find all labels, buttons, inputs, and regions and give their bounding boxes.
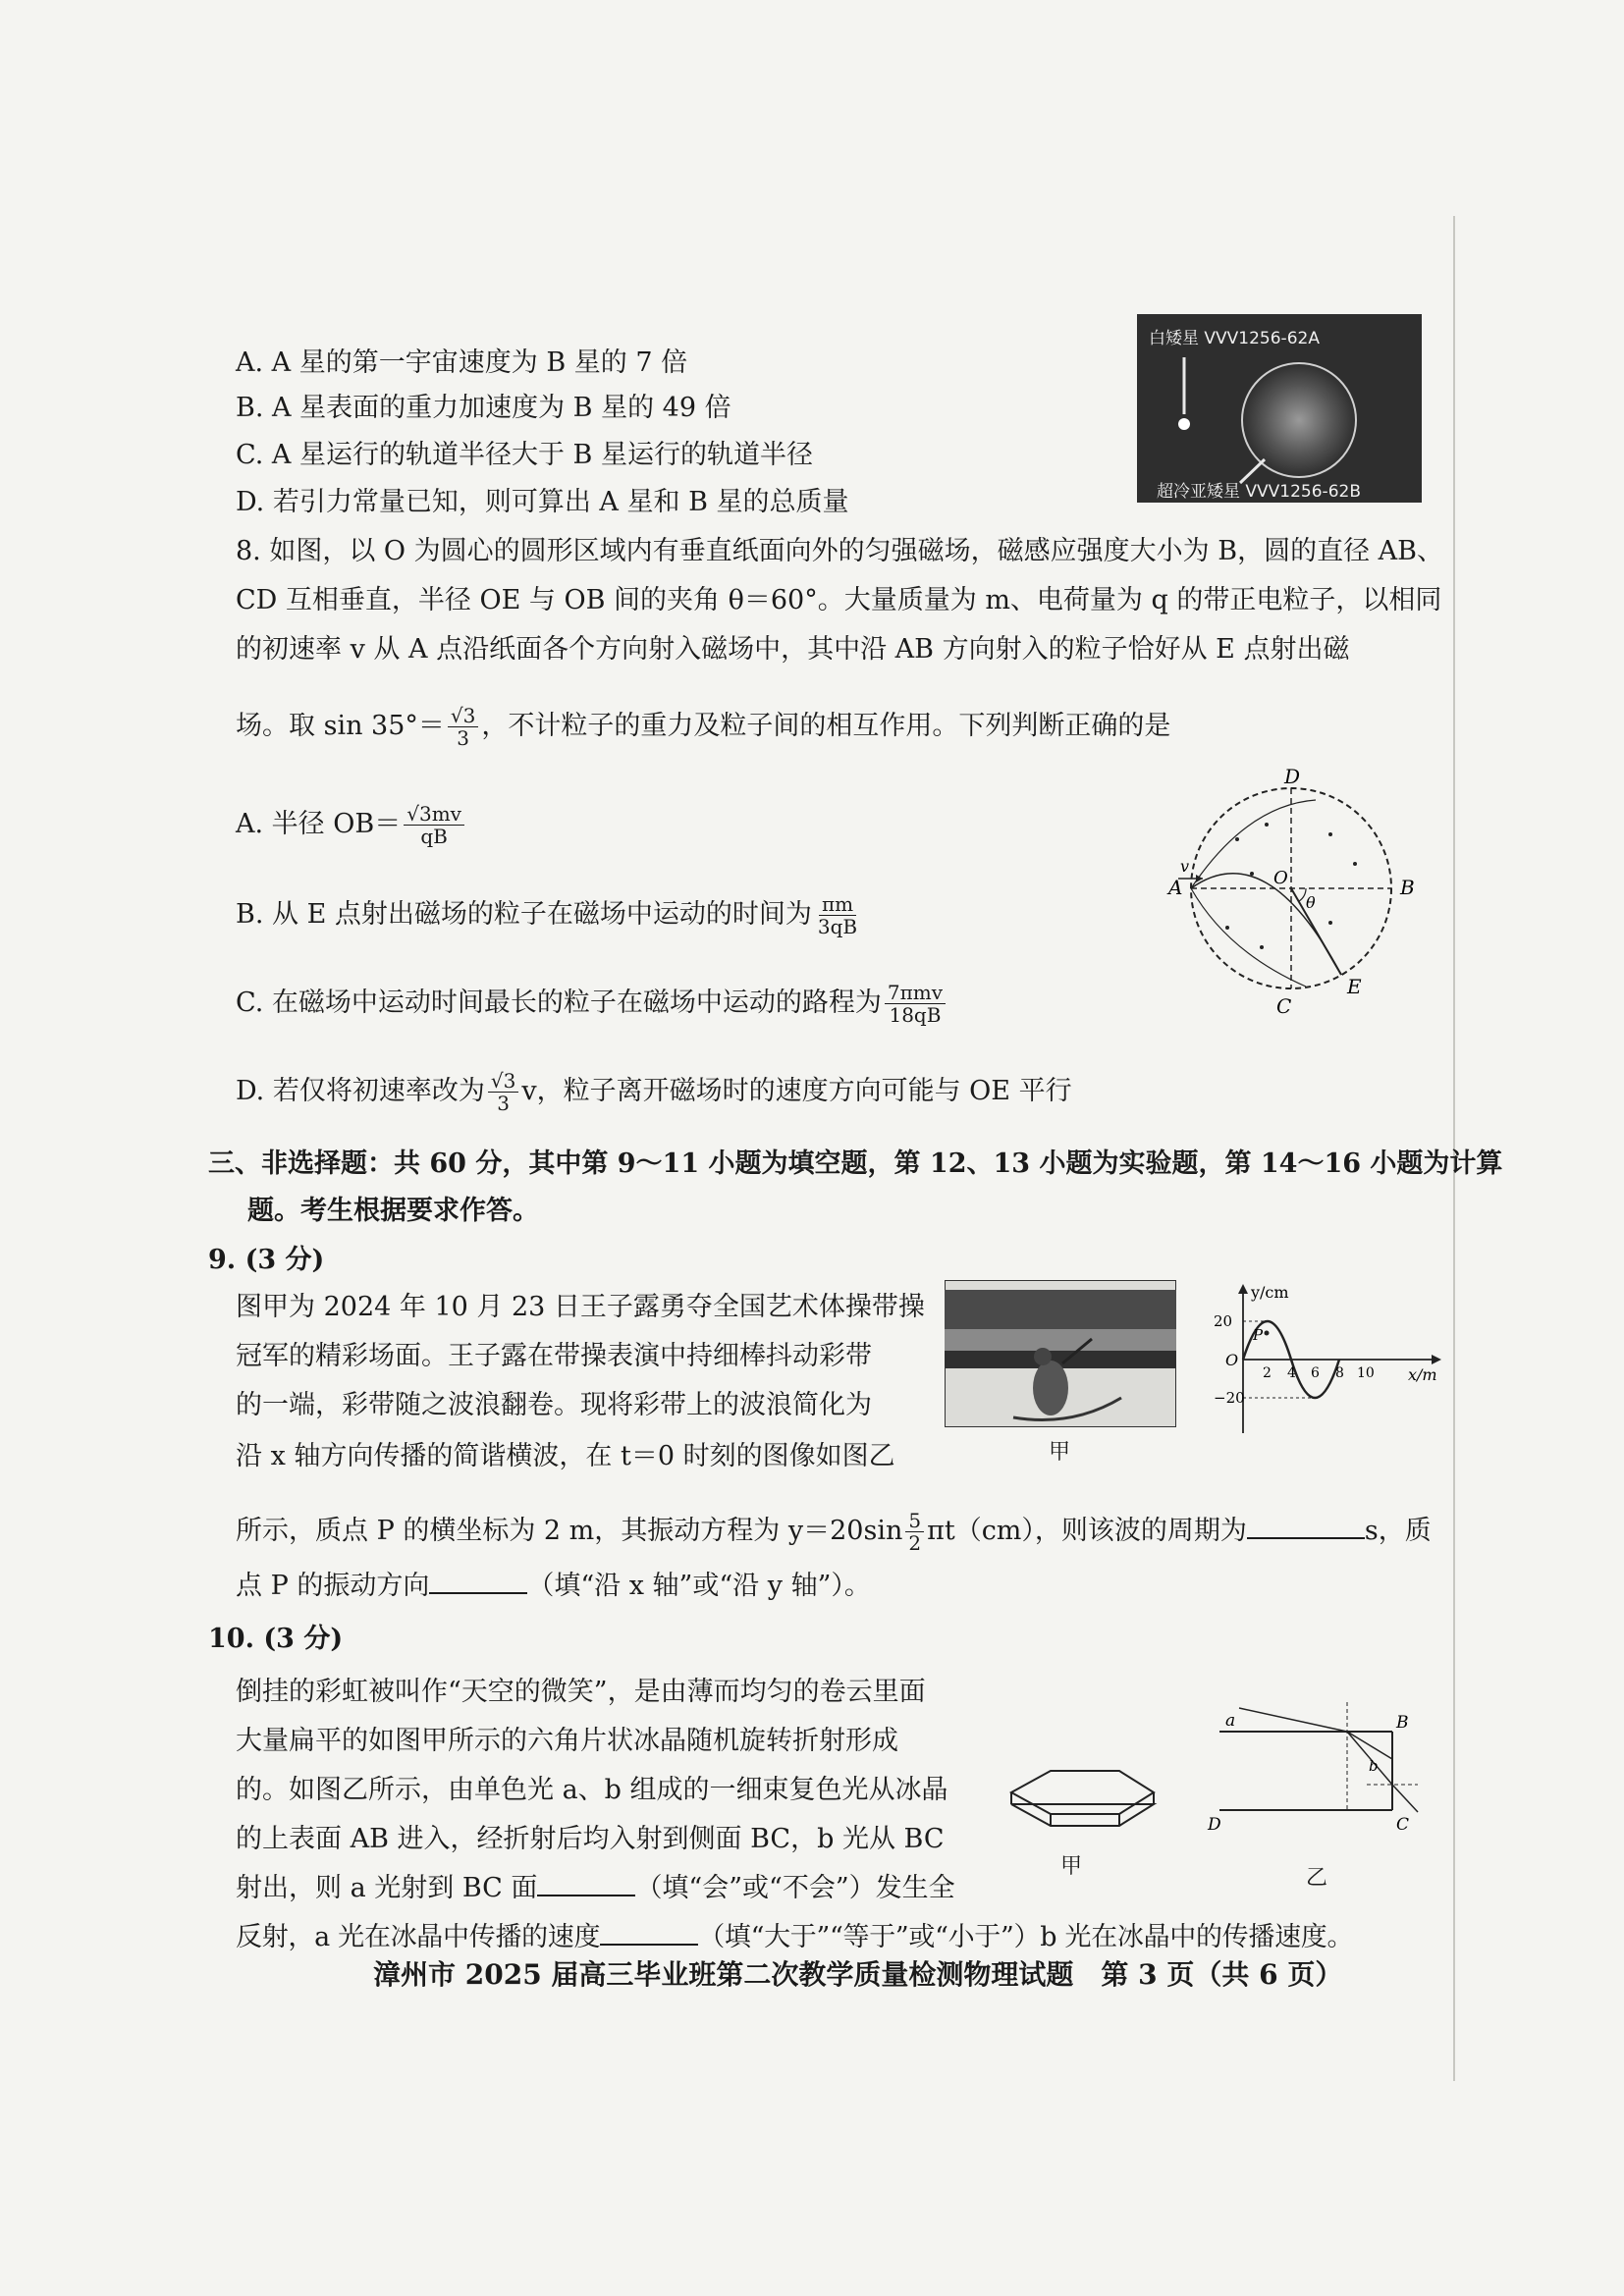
label-O: O bbox=[1273, 868, 1288, 888]
q10-line5: 射出，则 a 光射到 BC 面 （填“会”或“不会”）发生全 bbox=[236, 1873, 955, 1903]
label-B: B bbox=[1400, 876, 1415, 899]
q10-line6: 反射，a 光在冰晶中传播的速度 （填“大于”“等于”或“小于”）b 光在冰晶中的传播速度。 bbox=[236, 1922, 1354, 1952]
q9-line3: 的一端，彩带随之波浪翻卷。现将彩带上的波浪简化为 bbox=[236, 1390, 872, 1420]
q8-stem-line3: 的初速率 v 从 A 点沿纸面各个方向射入磁场中，其中沿 AB 方向射入的粒子恰好从 E 点射出磁 bbox=[236, 634, 1350, 665]
q9-line4: 沿 x 轴方向传播的简谐横波，在 t＝0 时刻的图像如图乙 bbox=[236, 1441, 895, 1471]
q8-stem-line2: CD 互相垂直，半径 OE 与 OB 间的夹角 θ＝60°。大量质量为 m、电荷量为 q 的带正电粒子，以相同 bbox=[236, 585, 1442, 615]
fig-b-label-B: B bbox=[1396, 1713, 1409, 1733]
q10-fig-b-caption: 乙 bbox=[1306, 1866, 1328, 1891]
q10-fig-a-caption: 甲 bbox=[1060, 1854, 1083, 1879]
page-footer: 漳州市 2025 届高三毕业班第二次教学质量检测物理试题 第 3 页（共 6 页） bbox=[373, 1958, 1343, 1991]
q7-option-b: B. A 星表面的重力加速度为 B 星的 49 倍 bbox=[236, 393, 731, 423]
photo-label-white-dwarf: 白矮星 VVV1256-62A bbox=[1149, 329, 1320, 348]
label-E: E bbox=[1347, 975, 1362, 998]
q9-line6: 点 P 的振动方向 （填“沿 x 轴”或“沿 y 轴”）。 bbox=[236, 1571, 871, 1601]
graph-y-tick-20: 20 bbox=[1214, 1312, 1233, 1330]
q10-heading: 10. (3 分) bbox=[208, 1624, 344, 1654]
graph-y-tick-minus20: −20 bbox=[1214, 1389, 1245, 1407]
graph-x-tick-8: 8 bbox=[1335, 1365, 1344, 1381]
ribbon-gymnast-photo bbox=[945, 1280, 1176, 1427]
sqrt3-over-3-fraction: $\frac{√3}{3}$ bbox=[448, 705, 478, 749]
q9-direction-blank[interactable] bbox=[429, 1571, 527, 1594]
hexagonal-ice-crystal bbox=[992, 1753, 1164, 1851]
graph-x-tick-6: 6 bbox=[1311, 1365, 1320, 1381]
graph-x-tick-4: 4 bbox=[1287, 1365, 1296, 1381]
q7-option-c: C. A 星运行的轨道半径大于 B 星运行的轨道半径 bbox=[236, 440, 813, 470]
graph-x-tick-10: 10 bbox=[1357, 1365, 1375, 1381]
graph-x-label: x/m bbox=[1408, 1365, 1437, 1384]
q7-option-d: D. 若引力常量已知，则可算出 A 星和 B 星的总质量 bbox=[236, 487, 849, 517]
q9-heading: 9. (3 分) bbox=[208, 1245, 325, 1275]
graph-x-tick-2: 2 bbox=[1263, 1365, 1272, 1381]
magnetic-field-circle-diagram bbox=[1159, 766, 1434, 1021]
star-photo bbox=[1137, 314, 1422, 503]
q8-stem-line1: 8. 如图，以 O 为圆心的圆形区域内有垂直纸面向外的匀强磁场，磁感应强度大小为 B，圆的直径 AB、 bbox=[236, 536, 1443, 566]
q9-line1: 图甲为 2024 年 10 月 23 日王子露勇夺全国艺术体操带操 bbox=[236, 1292, 925, 1322]
fig-b-label-a: a bbox=[1225, 1711, 1236, 1731]
q8-option-a: A. 半径 OB＝ $\frac{√3mv}{qB}$ bbox=[236, 803, 467, 847]
section3-line1: 三、非选择题：共 60 分，其中第 9～11 小题为填空题，第 12、13 小题为实验题，第 14～16 小题为计算 bbox=[208, 1148, 1503, 1179]
graph-y-label: y/cm bbox=[1251, 1283, 1289, 1302]
wave-graph bbox=[1214, 1276, 1447, 1443]
q7-option-a: A. A 星的第一宇宙速度为 B 星的 7 倍 bbox=[236, 347, 688, 378]
q10-line1: 倒挂的彩虹被叫作“天空的微笑”，是由薄而均匀的卷云里面 bbox=[236, 1677, 926, 1707]
section3-line2: 题。考生根据要求作答。 bbox=[247, 1196, 539, 1226]
graph-origin-label: O bbox=[1225, 1351, 1239, 1369]
q9-period-blank[interactable] bbox=[1247, 1516, 1365, 1539]
q8-option-c: C. 在磁场中运动时间最长的粒子在磁场中运动的路程为 $\frac{\text{7πmv}}{18qB}$ bbox=[236, 982, 948, 1026]
label-C: C bbox=[1276, 994, 1292, 1018]
label-v: v bbox=[1180, 857, 1190, 876]
label-theta: θ bbox=[1306, 893, 1316, 912]
q10-line4: 的上表面 AB 进入，经折射后均入射到侧面 BC，b 光从 BC bbox=[236, 1824, 945, 1854]
fig-b-label-C: C bbox=[1396, 1815, 1410, 1835]
q10-line3: 的。如图乙所示，由单色光 a、b 组成的一细束复色光从冰晶 bbox=[236, 1775, 948, 1805]
q10-line2: 大量扁平的如图甲所示的六角片状冰晶随机旋转折射形成 bbox=[236, 1726, 898, 1756]
q9-line5: 所示，质点 P 的横坐标为 2 m，其振动方程为 y＝20sin $\frac{5}{2}$ πt（cm），则该波的周期为 s，质 bbox=[236, 1509, 1432, 1555]
q9-fig-a-caption: 甲 bbox=[1049, 1440, 1071, 1465]
fig-b-label-b: b bbox=[1369, 1757, 1379, 1775]
label-D: D bbox=[1284, 766, 1301, 788]
photo-label-subdwarf: 超冷亚矮星 VVV1256-62B bbox=[1157, 482, 1361, 502]
q8-stem-line4: 场。取 sin 35°＝ $\frac{√3}{3}$ ，不计粒子的重力及粒子间的相互作用。下列判断正确的是 bbox=[236, 704, 1171, 750]
q9-line2: 冠军的精彩场面。王子露在带操表演中持细棒抖动彩带 bbox=[236, 1341, 872, 1371]
graph-p-label: P bbox=[1253, 1326, 1264, 1344]
q10-total-reflection-blank[interactable] bbox=[537, 1873, 635, 1896]
label-A: A bbox=[1168, 876, 1183, 899]
q8-option-d: D. 若仅将初速率改为 $\frac{√3}{3}$ v，粒子离开磁场时的速度方向可能与 OE 平行 bbox=[236, 1069, 1072, 1115]
q8-option-b: B. 从 E 点射出磁场的粒子在磁场中运动的时间为 $\frac{\pi m}{3qB}$ bbox=[236, 892, 858, 938]
q10-speed-blank[interactable] bbox=[600, 1922, 698, 1946]
crystal-refraction-diagram bbox=[1200, 1694, 1424, 1851]
fig-b-label-D: D bbox=[1208, 1815, 1221, 1835]
